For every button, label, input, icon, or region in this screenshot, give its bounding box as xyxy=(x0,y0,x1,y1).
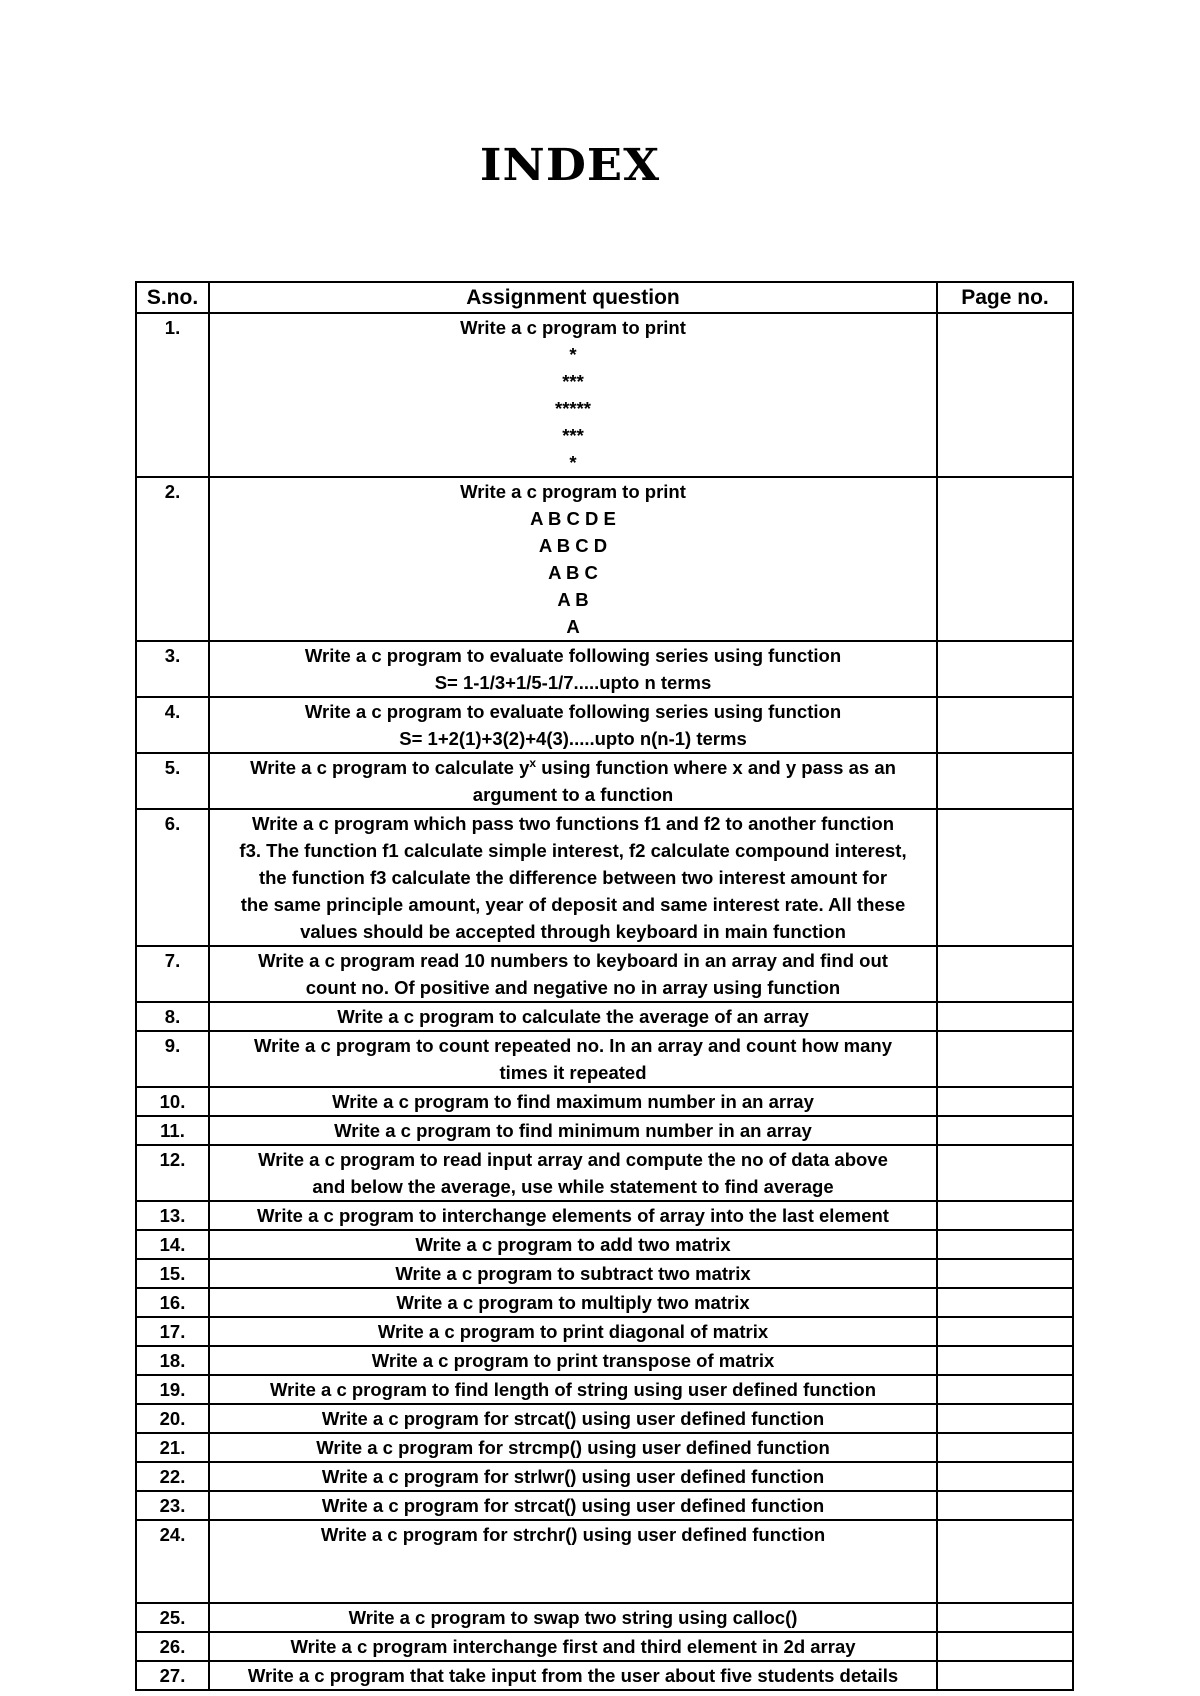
row-question xyxy=(209,313,937,477)
table-row xyxy=(136,477,1073,641)
question-line: Write a c program to print diagonal of matrix xyxy=(377,1321,769,1342)
question-line: Write a c program to calculate the average of an array xyxy=(337,1006,809,1027)
row-sno: 1. xyxy=(136,313,209,477)
question-line: A B C xyxy=(548,562,598,583)
table-row xyxy=(136,1433,1073,1462)
question-post: using function where x and y pass as an xyxy=(536,757,896,778)
row-page-no xyxy=(937,641,1073,697)
row-page-no xyxy=(937,1346,1073,1375)
table-row xyxy=(136,1031,1073,1087)
row-question xyxy=(209,1632,937,1661)
header-sno: S.no. xyxy=(136,282,209,313)
table-row xyxy=(136,313,1073,477)
row-page-no xyxy=(937,313,1073,477)
row-page-no xyxy=(937,1230,1073,1259)
table-row xyxy=(136,1230,1073,1259)
table-row xyxy=(136,1661,1073,1690)
row-question xyxy=(209,1346,937,1375)
table-row xyxy=(136,1462,1073,1491)
question-line: Write a c program to print transpose of matrix xyxy=(371,1350,775,1371)
row-page-no xyxy=(937,1002,1073,1031)
question-line: Write a c program interchange first and third element in 2d array xyxy=(290,1636,856,1657)
question-line: * xyxy=(569,344,577,365)
table-row xyxy=(136,1491,1073,1520)
table-row xyxy=(136,1002,1073,1031)
row-question xyxy=(209,697,937,753)
row-question xyxy=(209,1145,937,1201)
row-page-no xyxy=(937,753,1073,809)
table-row xyxy=(136,1404,1073,1433)
row-sno: 16. xyxy=(136,1288,209,1317)
question-line: Write a c program to print xyxy=(460,317,686,338)
row-page-no xyxy=(937,697,1073,753)
row-page-no xyxy=(937,1259,1073,1288)
table-row xyxy=(136,1317,1073,1346)
question-line: the same principle amount, year of deposit and same interest rate. All these xyxy=(240,894,906,915)
row-page-no xyxy=(937,809,1073,946)
question-line: Write a c program to multiply two matrix xyxy=(396,1292,750,1313)
row-page-no xyxy=(937,1087,1073,1116)
row-sno: 27. xyxy=(136,1661,209,1690)
table-row xyxy=(136,1520,1073,1603)
row-page-no xyxy=(937,1201,1073,1230)
question-line: Write a c program for strcmp() using user defined function xyxy=(316,1437,830,1458)
table-row xyxy=(136,1288,1073,1317)
question-line: A B C D xyxy=(538,535,608,556)
row-sno: 20. xyxy=(136,1404,209,1433)
question-line: Write a c program to swap two string using calloc() xyxy=(348,1607,798,1628)
row-sno: 23. xyxy=(136,1491,209,1520)
question-line: Write a c program to read input array and compute the no of data above xyxy=(258,1149,888,1170)
question-line: ***** xyxy=(555,398,591,419)
row-sno: 22. xyxy=(136,1462,209,1491)
row-question xyxy=(209,1491,937,1520)
row-sno: 11. xyxy=(136,1116,209,1145)
question-line: Write a c program to print xyxy=(460,481,686,502)
row-page-no xyxy=(937,1491,1073,1520)
row-sno: 2. xyxy=(136,477,209,641)
row-sno: 9. xyxy=(136,1031,209,1087)
row-page-no xyxy=(937,1404,1073,1433)
header-row xyxy=(136,282,1073,313)
row-question xyxy=(209,1462,937,1491)
row-sno: 13. xyxy=(136,1201,209,1230)
row-question xyxy=(209,1201,937,1230)
row-sno: 5. xyxy=(136,753,209,809)
row-question xyxy=(209,1288,937,1317)
row-question xyxy=(209,1259,937,1288)
question-line: Write a c program which pass two functions f1 and f2 to another function xyxy=(251,813,895,834)
question-line: values should be accepted through keyboard in main function xyxy=(300,921,846,942)
question-line: Write a c program that take input from the user about five students details xyxy=(247,1665,899,1686)
question-line: argument to a function xyxy=(472,784,674,805)
row-page-no xyxy=(937,1375,1073,1404)
row-question xyxy=(209,809,937,946)
question-line xyxy=(216,754,930,781)
table-row xyxy=(136,1259,1073,1288)
table-row xyxy=(136,1201,1073,1230)
table-row xyxy=(136,946,1073,1002)
question-line: and below the average, use while statement to find average xyxy=(312,1176,834,1197)
question-line: times it repeated xyxy=(499,1062,647,1083)
row-page-no xyxy=(937,1317,1073,1346)
row-page-no xyxy=(937,946,1073,1002)
question-line: A xyxy=(566,616,580,637)
row-question xyxy=(209,1661,937,1690)
question-line: Write a c program for strcat() using user defined function xyxy=(321,1408,825,1429)
row-sno: 15. xyxy=(136,1259,209,1288)
row-sno: 17. xyxy=(136,1317,209,1346)
row-sno: 21. xyxy=(136,1433,209,1462)
question-sup: x xyxy=(529,755,537,770)
table-row xyxy=(136,753,1073,809)
row-question xyxy=(209,1404,937,1433)
question-line: Write a c program to interchange elements of array into the last element xyxy=(257,1205,889,1226)
table-row xyxy=(136,1346,1073,1375)
row-question xyxy=(209,477,937,641)
question-line: S= 1+2(1)+3(2)+4(3).....upto n(n-1) terms xyxy=(399,728,747,749)
table-row xyxy=(136,697,1073,753)
row-sno: 6. xyxy=(136,809,209,946)
row-sno: 18. xyxy=(136,1346,209,1375)
question-line: the function f3 calculate the difference between two interest amount for xyxy=(258,867,888,888)
table-row xyxy=(136,1603,1073,1632)
row-sno: 19. xyxy=(136,1375,209,1404)
row-question xyxy=(209,753,937,809)
row-sno: 12. xyxy=(136,1145,209,1201)
row-question xyxy=(209,1375,937,1404)
row-question xyxy=(209,1087,937,1116)
table-row xyxy=(136,1375,1073,1404)
question-line: Write a c program to count repeated no. In an array and count how many xyxy=(253,1035,892,1056)
row-page-no xyxy=(937,1603,1073,1632)
question-line: Write a c program to find minimum number in an array xyxy=(334,1120,812,1141)
question-line: Write a c program for strchr() using user defined function xyxy=(320,1524,826,1545)
row-page-no xyxy=(937,1288,1073,1317)
row-page-no xyxy=(937,1433,1073,1462)
row-sno: 4. xyxy=(136,697,209,753)
row-sno: 25. xyxy=(136,1603,209,1632)
row-sno: 14. xyxy=(136,1230,209,1259)
row-question xyxy=(209,946,937,1002)
question-line: S= 1-1/3+1/5-1/7.....upto n terms xyxy=(434,672,712,693)
question-line: Write a c program read 10 numbers to keyboard in an array and find out xyxy=(258,950,888,971)
table-row xyxy=(136,1632,1073,1661)
question-line: Write a c program to add two matrix xyxy=(415,1234,731,1255)
row-question xyxy=(209,1433,937,1462)
table-row xyxy=(136,1116,1073,1145)
row-sno: 3. xyxy=(136,641,209,697)
row-question xyxy=(209,1116,937,1145)
page-title: INDEX xyxy=(479,140,661,191)
table-row xyxy=(136,1087,1073,1116)
row-sno: 7. xyxy=(136,946,209,1002)
row-page-no xyxy=(937,1632,1073,1661)
question-line: *** xyxy=(562,371,584,392)
row-question xyxy=(209,641,937,697)
table-row xyxy=(136,641,1073,697)
row-question xyxy=(209,1230,937,1259)
question-line: A B xyxy=(557,589,589,610)
question-line: Write a c program to find length of string using user defined function xyxy=(269,1379,877,1400)
row-page-no xyxy=(937,1031,1073,1087)
header-question: Assignment question xyxy=(209,282,937,313)
question-line: count no. Of positive and negative no in array using function xyxy=(305,977,841,998)
header-page: Page no. xyxy=(937,282,1073,313)
row-question xyxy=(209,1603,937,1632)
row-sno: 26. xyxy=(136,1632,209,1661)
row-question xyxy=(209,1520,937,1603)
question-line: Write a c program to find maximum number in an array xyxy=(332,1091,814,1112)
table-row xyxy=(136,809,1073,946)
question-line: Write a c program for strlwr() using user defined function xyxy=(321,1466,825,1487)
question-line: * xyxy=(569,452,577,473)
question-line: Write a c program to subtract two matrix xyxy=(395,1263,751,1284)
row-question xyxy=(209,1317,937,1346)
row-sno: 24. xyxy=(136,1520,209,1603)
row-sno: 8. xyxy=(136,1002,209,1031)
row-page-no xyxy=(937,1661,1073,1690)
row-page-no xyxy=(937,1520,1073,1603)
row-page-no xyxy=(937,1145,1073,1201)
row-page-no xyxy=(937,1462,1073,1491)
question-line: *** xyxy=(562,425,584,446)
question-line: A B C D E xyxy=(530,508,616,529)
row-question xyxy=(209,1002,937,1031)
index-table xyxy=(135,281,1074,1691)
question-line: Write a c program to evaluate following series using function xyxy=(304,701,842,722)
row-sno: 10. xyxy=(136,1087,209,1116)
question-line: Write a c program to evaluate following series using function xyxy=(304,645,842,666)
question-pre: Write a c program to calculate y xyxy=(250,757,530,778)
question-line: Write a c program for strcat() using user defined function xyxy=(321,1495,825,1516)
row-page-no xyxy=(937,1116,1073,1145)
question-line: f3. The function f1 calculate simple interest, f2 calculate compound interest, xyxy=(239,840,907,861)
table-row xyxy=(136,1145,1073,1201)
row-page-no xyxy=(937,477,1073,641)
row-question xyxy=(209,1031,937,1087)
